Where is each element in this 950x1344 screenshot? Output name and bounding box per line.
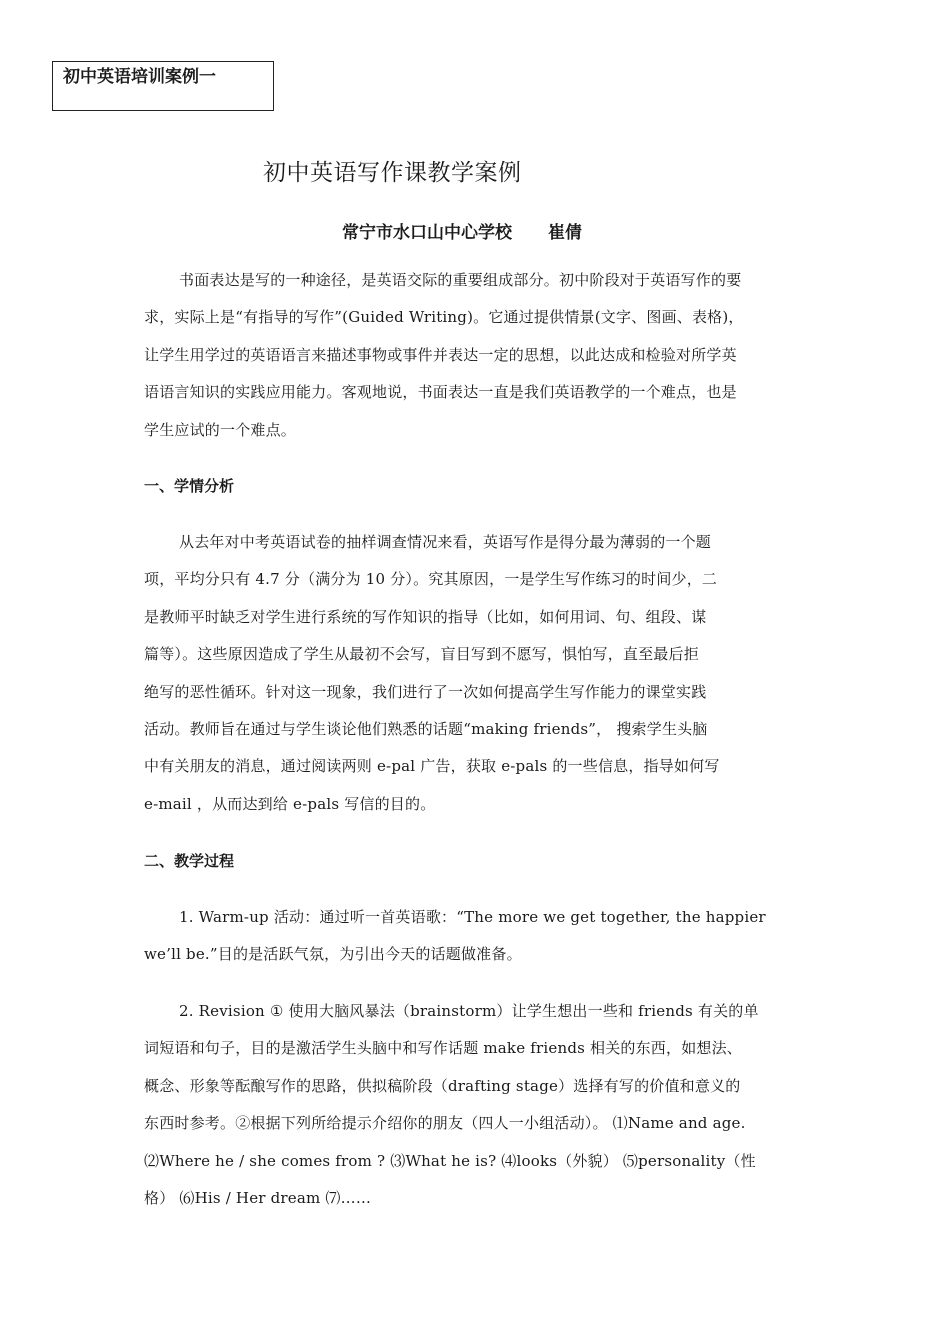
paragraph-line: 学生应试的一个难点。 xyxy=(144,420,297,439)
process-item-2 xyxy=(144,993,759,1217)
section-heading-process: 二、教学过程 xyxy=(144,852,235,870)
document-label-box xyxy=(52,61,274,111)
paragraph-line: 词短语和句子，目的是激活学生头脑中和写作话题 make friends 相关的东西，如想法、 xyxy=(144,1039,742,1058)
document-label: 初中英语培训案例一 xyxy=(63,67,216,87)
paragraph-line: 1. Warm-up 活动：通过听一首英语歌：“The more we get together, the happier xyxy=(179,908,766,926)
paragraph-line: 求，实际上是“有指导的写作”(Guided Writing)。它通过提供情景(文字、图画、表格)， xyxy=(144,308,744,327)
author-name: 崔倩 xyxy=(548,223,582,243)
author-line xyxy=(342,220,582,246)
paragraph-line: 从去年对中考英语试卷的抽样调查情况来看，英语写作是得分最为薄弱的一个题 xyxy=(179,533,712,551)
intro-paragraph xyxy=(144,262,744,449)
document-title: 初中英语写作课教学案例 xyxy=(263,160,522,186)
paragraph-line: 语语言知识的实践应用能力。客观地说，书面表达一直是我们英语教学的一个难点，也是 xyxy=(144,383,737,402)
paragraph-line: 2. Revision ① 使用大脑风暴法（brainstorm）让学生想出一些和 friends 有关的单 xyxy=(179,1002,759,1020)
paragraph-line: 绝写的恶性循环。针对这一现象，我们进行了一次如何提高学生写作能力的课堂实践 xyxy=(144,682,707,701)
paragraph-line: 东西时参考。②根据下列所给提示介绍你的朋友（四人一小组活动）。 ⑴Name and age. xyxy=(144,1114,746,1133)
paragraph-line: 格） ⑹His / Her dream ⑺…… xyxy=(144,1189,372,1208)
section-heading-analysis: 一、学情分析 xyxy=(144,477,235,495)
paragraph-line: 书面表达是写的一种途径，是英语交际的重要组成部分。初中阶段对于英语写作的要 xyxy=(179,271,742,289)
paragraph-line: ⑵Where he / she comes from ? ⑶What he is? ⑷looks（外貌） ⑸personality（性 xyxy=(144,1151,756,1170)
paragraph-line: 中有关朋友的消息，通过阅读两则 e-pal 广告，获取 e-pals 的一些信息，指导如何写 xyxy=(144,757,720,776)
paragraph-line: we’ll be.”目的是活跃气氛，为引出今天的话题做准备。 xyxy=(144,945,522,964)
paragraph-line: 项，平均分只有 4.7 分（满分为 10 分）。究其原因，一是学生写作练习的时间少，二 xyxy=(144,570,718,589)
process-item-1 xyxy=(144,899,766,974)
analysis-paragraph xyxy=(144,524,720,823)
paragraph-line: 让学生用学过的英语语言来描述事物或事件并表达一定的思想，以此达成和检验对所学英 xyxy=(144,345,737,364)
paragraph-line: 是教师平时缺乏对学生进行系统的写作知识的指导（比如，如何用词、句、组段、谋 xyxy=(144,607,707,626)
paragraph-line: 篇等）。这些原因造成了学生从最初不会写，盲目写到不愿写，惧怕写，直至最后拒 xyxy=(144,645,699,664)
paragraph-line: e-mail ，从而达到给 e-pals 写信的目的。 xyxy=(144,794,436,813)
author-school: 常宁市水口山中心学校 xyxy=(342,223,512,243)
paragraph-line: 概念、形象等酝酿写作的思路，供拟稿阶段（drafting stage）选择有写的价值和意义的 xyxy=(144,1076,741,1095)
paragraph-line: 活动。教师旨在通过与学生谈论他们熟悉的话题“making friends”， 搜索学生头脑 xyxy=(144,720,708,739)
